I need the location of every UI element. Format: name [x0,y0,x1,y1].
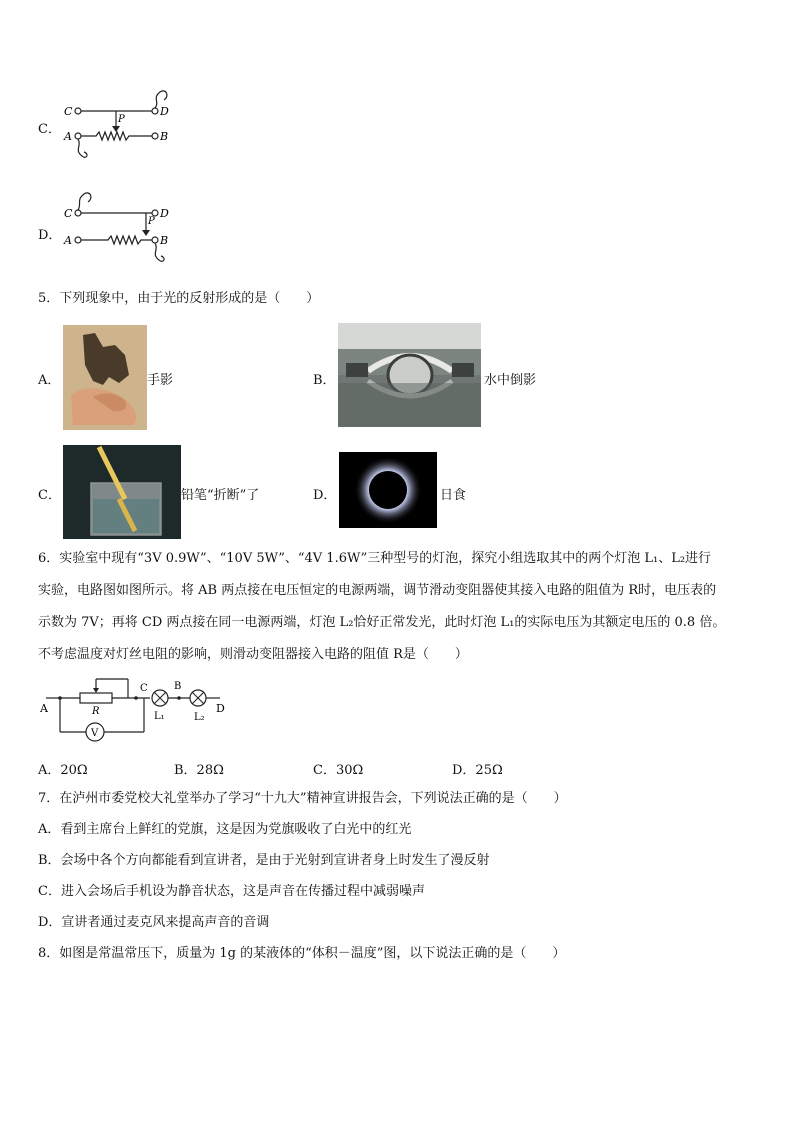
rheostat-r-label: R [92,706,100,717]
q4-option-c-label[interactable]: C． [38,122,61,137]
q4-option-d-label[interactable]: D． [38,228,62,243]
q7-option-c[interactable]: C．进入会场后手机设为静音状态，这是声音在传播过程中减弱噪声 [38,884,425,899]
slider-p-label: P [148,216,155,227]
q5-option-b-caption: 水中倒影 [484,373,537,388]
bulb-l2-label: L₂ [194,712,205,723]
q6-option-b[interactable]: B．28Ω [174,763,224,778]
terminal-c-label: C [64,207,73,220]
q6-stem-line-3: 示数为 7V；再将 CD 两点接在同一电源两端，灯泡 L₂恰好正常发光，此时灯泡 L₁的实际电压为其额定电压的 0.8 倍。 [38,615,726,630]
q6-stem-line-4: 不考虑温度对灯丝电阻的影响，则滑动变阻器接入电路的阻值 R是（ ） [38,647,468,662]
q6-option-d[interactable]: D．25Ω [452,763,503,778]
q5-option-c-caption: 铅笔“折断”了 [181,488,260,503]
q6-stem-line-2: 实验，电路图如图所示。将 AB 两点接在电压恒定的电源两端，调节滑动变阻器使其接入电路的阻值为 R时，电压表的 [38,583,717,598]
terminal-b-label: B [160,130,169,143]
q4-option-d-diagram [60,190,180,270]
q7-option-a[interactable]: A．看到主席台上鲜红的党旗，这是因为党旗吸收了白光中的红光 [38,822,412,837]
q7-option-d[interactable]: D．宣讲者通过麦克风来提高声音的音调 [38,915,270,930]
node-b-label: B [174,681,182,692]
bulb-l1-label: L₁ [154,711,165,722]
wire-a-icon [78,139,87,157]
q4-option-c-diagram [60,88,180,163]
bridge-reflection-image [338,323,481,427]
q5-option-b-label[interactable]: B． [313,373,336,388]
node-a-label: A [40,702,48,715]
q7-option-b[interactable]: B．会场中各个方向都能看到宣讲者，是由于光射到宣讲者身上时发生了漫反射 [38,853,490,868]
voltmeter-v-label: V [91,728,99,739]
terminal-d-label: D [160,207,169,220]
q5-option-c-label[interactable]: C． [38,488,61,503]
terminal-b-label: B [160,234,169,247]
q8-stem: 8．如图是常温常压下，质量为 1g 的某液体的“体积－温度”图，以下说法正确的是（ ） [38,946,566,961]
q6-option-c[interactable]: C．30Ω [313,763,364,778]
node-d-label: D [216,702,225,715]
wire-c-icon [78,193,91,210]
pencil-in-water-image [63,445,181,539]
slider-p-label: P [118,114,125,125]
node-c-label: C [140,683,148,694]
q6-circuit-diagram [36,674,236,750]
q5-option-a-caption: 手影 [147,373,174,388]
terminal-a-label: A [64,130,72,143]
hand-shadow-image [63,325,147,430]
terminal-a-label: A [64,234,72,247]
q7-stem: 7．在泸州市委党校大礼堂举办了学习“十九大”精神宣讲报告会，下列说法正确的是（ ） [38,791,567,806]
q5-option-d-caption: 日食 [440,488,467,503]
terminal-c-label: C [64,105,73,118]
q5-option-a-label[interactable]: A． [38,373,61,388]
q5-option-d-label[interactable]: D． [313,488,337,503]
terminal-d-label: D [160,105,169,118]
q6-option-a[interactable]: A．20Ω [38,763,88,778]
q5-stem: 5．下列现象中，由于光的反射形成的是（ ） [38,291,320,306]
q6-stem-line-1: 6．实验室中现有“3V 0.9W”、“10V 5W”、“4V 1.6W”三种型号的灯泡，探究小组选取其中的两个灯泡 L₁、L₂进行 [38,551,712,566]
solar-eclipse-image [339,452,437,528]
